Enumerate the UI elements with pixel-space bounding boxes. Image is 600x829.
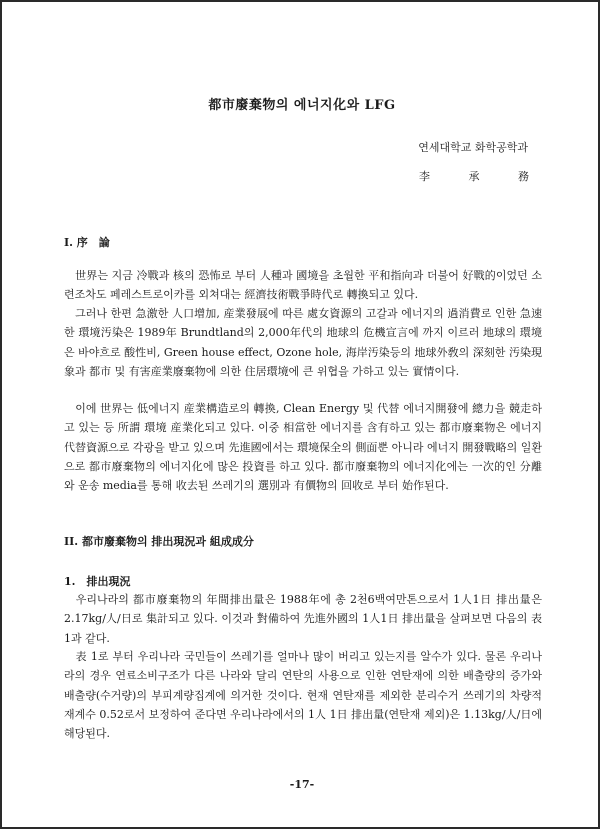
section-heading-introduction: I. 序 論 <box>64 236 110 249</box>
body-paragraph: 이에 世界는 低에너지 産業構造로의 轉換, Clean Energy 및 代替 에너지開發에 總力을 競走하고 있는 등 所謂 環境 産業化되고 있다. 이중 相當한 에너지를 含有하고 있는 都市廢棄物은 에너지 代替資源으로 각광을 받고 있으며 先進國에서는 環境保全의 側面뿐 아니라 에너지 開發戰略의 일환으로 都市廢棄物의 에너지化에 많은 投資를 하고 있다. 都市廢棄物의 에너지化에는 一次的인 分離와 운송 media를 통해 收去된 쓰레기의 選別과 有價物의 回收로 부터 始作된다. <box>64 402 542 493</box>
subsection-heading-emission: 1. 排出現況 <box>64 575 131 588</box>
body-paragraph: 世界는 지금 冷戰과 核의 恐怖로 부터 人種과 國境을 초월한 平和指向과 더불어 好戰的이었던 소련조차도 페레스트로이카를 외쳐대는 經濟技術戰爭時代로 轉換되고 있다. <box>64 269 542 302</box>
author-name-char: 李 <box>419 170 430 183</box>
body-paragraph: 우리나라의 都市廢棄物의 年間排出量은 1988年에 총 2천6백여만톤으로서 1人1日 排出量은 2.17kg/人/日로 集計되고 있다. 이것과 對備하여 先進外國의 1人1日 排出量을 살펴보면 다음의 表 1과 같다. <box>64 593 542 645</box>
author-name <box>419 168 529 184</box>
body-paragraph: 그러나 한편 急激한 人口增加, 産業發展에 따른 處女資源의 고갈과 에너지의 過消費로 인한 急速한 環境汚染은 1989年 Brundtland의 2,000年代의 地球의 危機宣言에 까지 이르러 地球의 環境은 바야흐로 酸性비, Green house effect, Ozone hole, 海岸汚染등의 地球外敎의 深刻한 汚染現象과 都市 및 有害産業廢棄物에 의한 住居環境에 큰 위협을 가하고 있는 實情이다. <box>64 307 542 378</box>
page-number: -17- <box>289 778 315 791</box>
section-heading-waste-status: II. 都市廢棄物의 排出現況과 組成成分 <box>64 535 254 548</box>
author-affiliation: 연세대학교 화학공학과 <box>418 141 528 154</box>
body-paragraph: 表 1로 부터 우리나라 국민들이 쓰레기를 얼마나 많이 버리고 있는지를 알수가 있다. 물론 우리나라의 경우 연료소비구조가 다른 나라와 달리 연탄의 사용으로 인한 연탄재에 의한 배출량의 증가와 배출량(수거량)의 부피계량집계에 의거한 것이다. 현재 연탄재를 제외한 분리수거 쓰레기의 차량적재계수 0.52로서 보정하여 준다면 우리나라에서의 1人 1日 排出量(연탄재 제외)은 1.13kg/人/日에 해당된다. <box>64 650 542 741</box>
paper-title: 都市廢棄物의 에너지化와 LFG <box>208 98 396 113</box>
author-name-char: 務 <box>518 170 529 183</box>
author-name-char: 承 <box>468 170 480 183</box>
